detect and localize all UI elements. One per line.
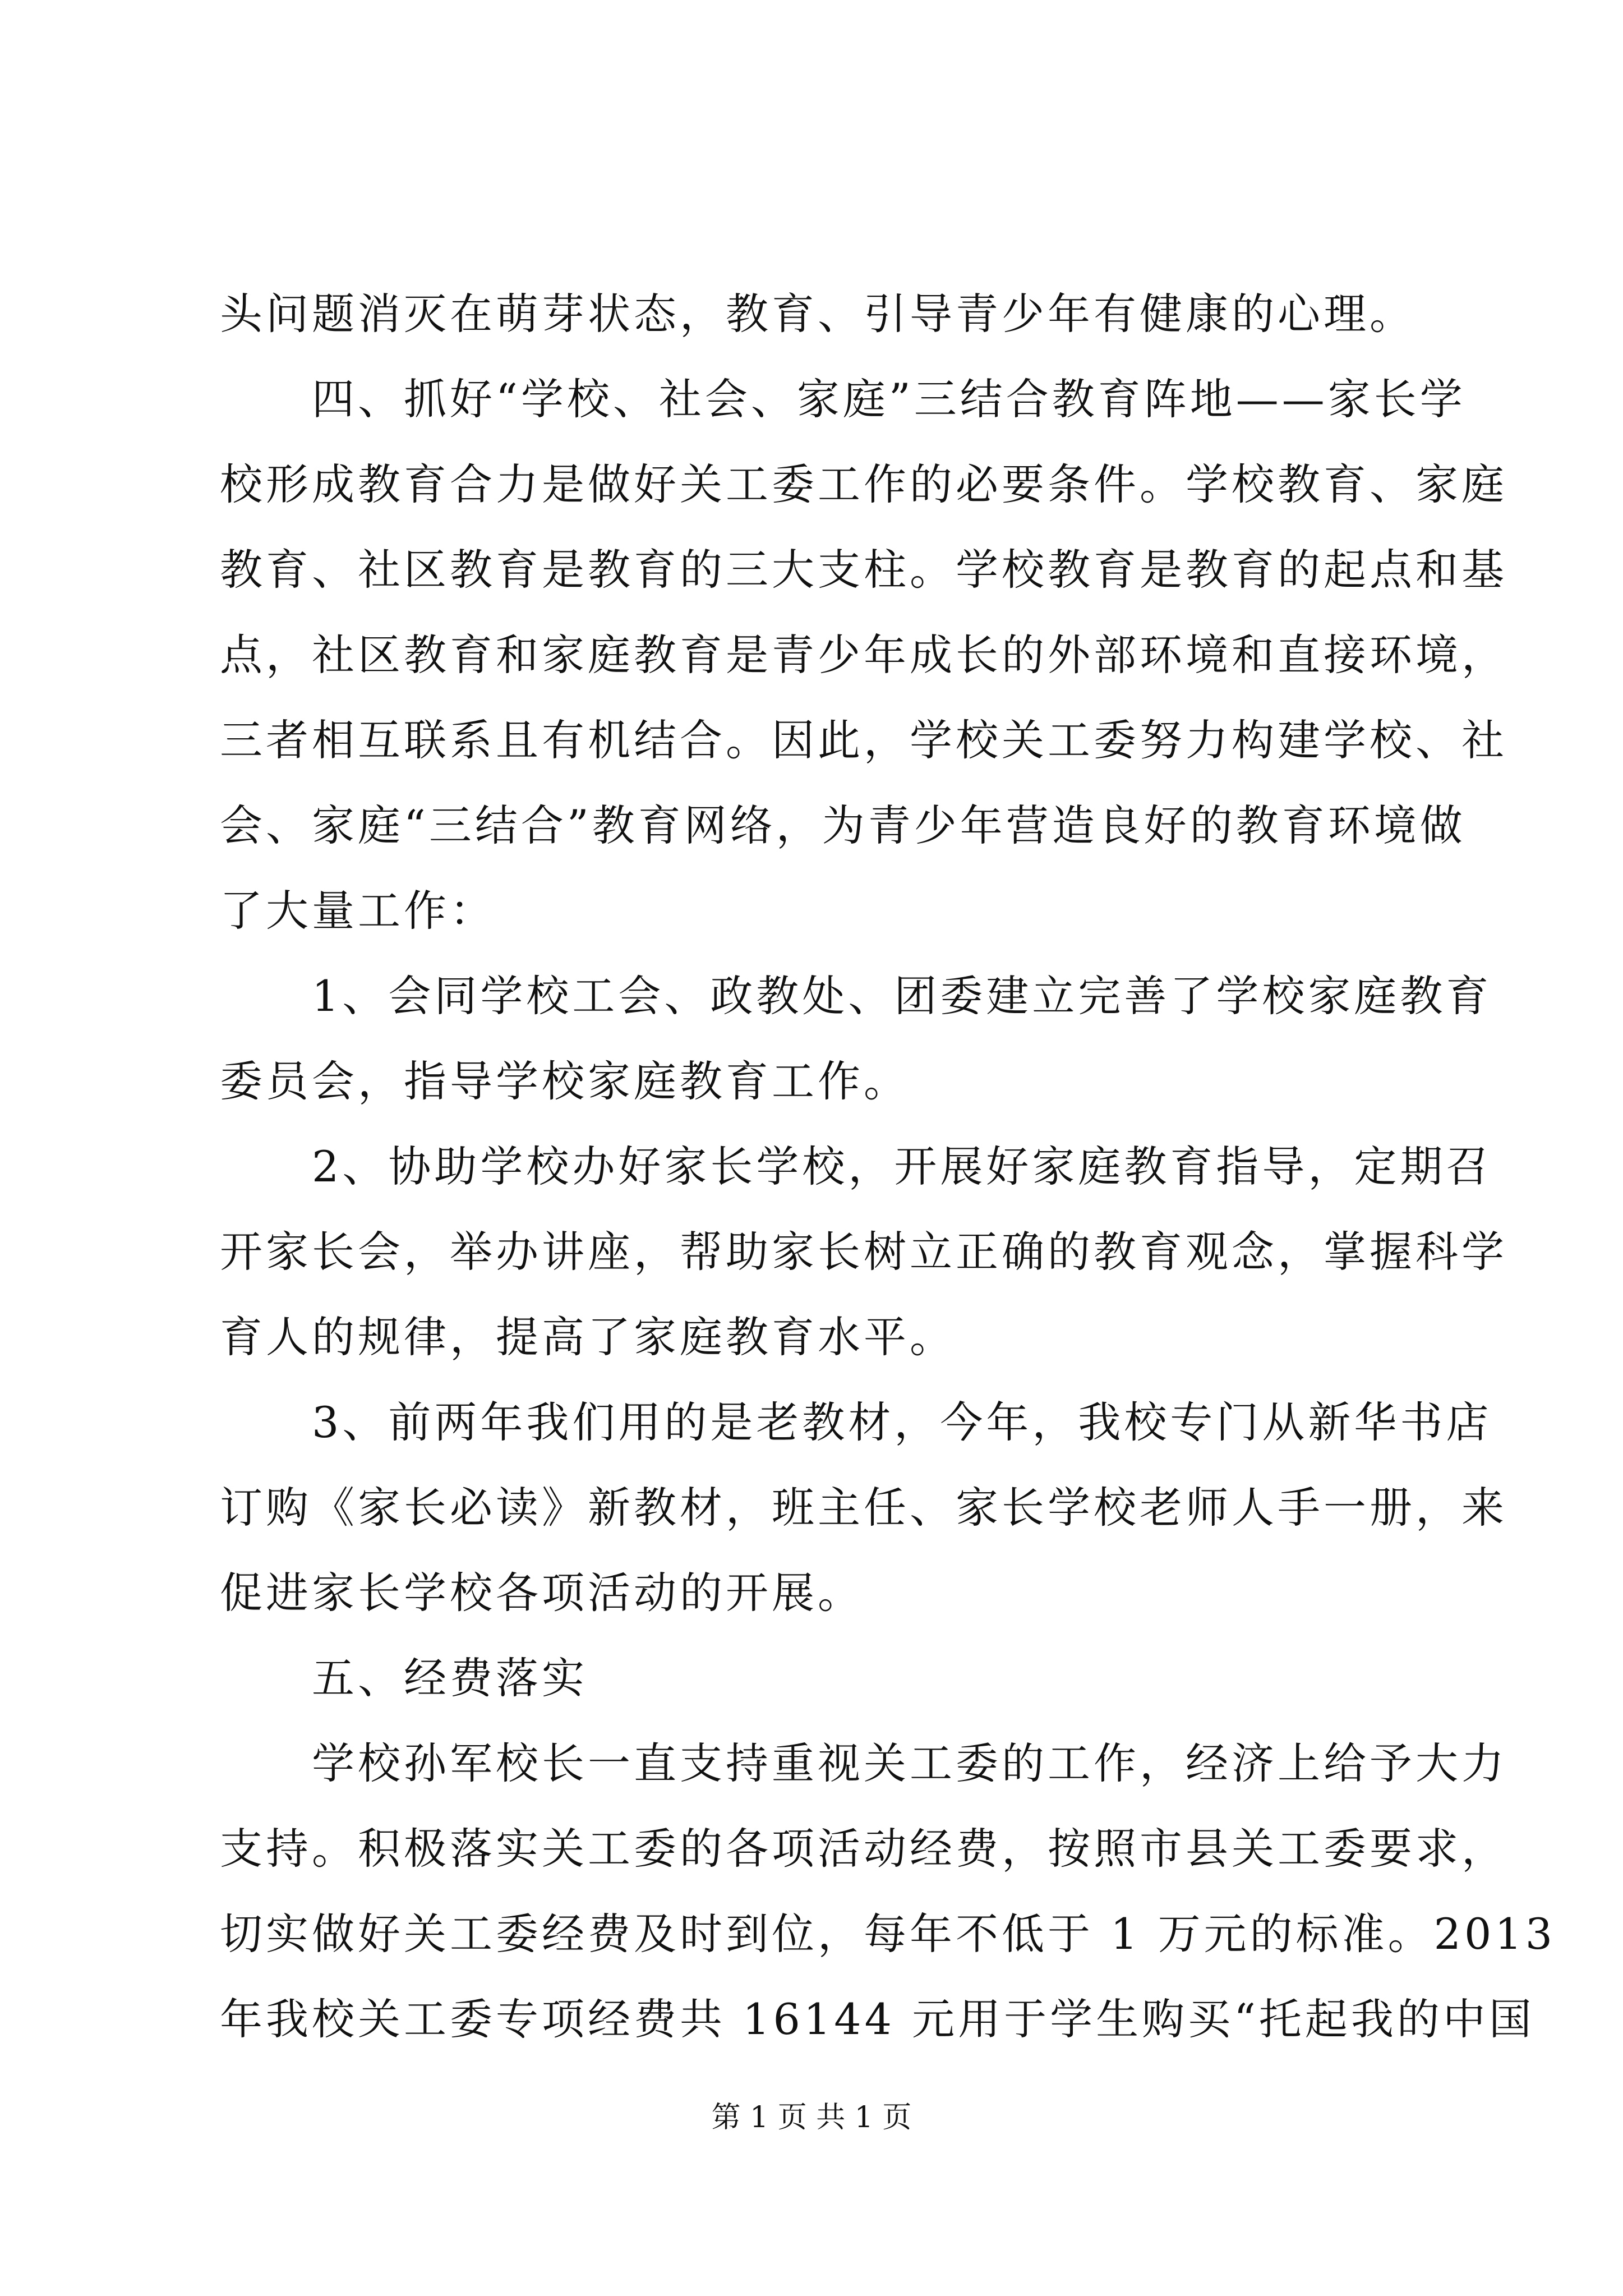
paragraph-line: 校形成教育合力是做好关工委工作的必要条件。学校教育、家庭 <box>220 459 1507 509</box>
paragraph-line: 了大量工作： <box>220 886 496 936</box>
paragraph-line: 学校孙军校长一直支持重视关工委的工作，经济上给予大力 <box>220 1738 1507 1788</box>
paragraph-line: 促进家长学校各项活动的开展。 <box>220 1568 864 1618</box>
paragraph-line: 支持。积极落实关工委的各项活动经费，按照市县关工委要求， <box>220 1824 1507 1874</box>
paragraph-line: 四、抓好“学校、社会、家庭”三结合教育阵地——家长学 <box>220 374 1466 424</box>
paragraph-line: 3、前两年我们用的是老教材，今年，我校专门从新华书店 <box>220 1397 1492 1447</box>
paragraph-line: 2、协助学校办好家长学校，开展好家庭教育指导，定期召 <box>220 1142 1492 1191</box>
paragraph-line: 1、会同学校工会、政教处、团委建立完善了学校家庭教育 <box>220 971 1492 1021</box>
paragraph-line: 育人的规律，提高了家庭教育水平。 <box>220 1312 956 1362</box>
paragraph-line: 切实做好关工委经费及时到位，每年不低于 1 万元的标准。2013 <box>220 1909 1556 1959</box>
paragraph-line: 教育、社区教育是教育的三大支柱。学校教育是教育的起点和基 <box>220 545 1507 595</box>
paragraph-line: 开家长会，举办讲座，帮助家长树立正确的教育观念，掌握科学 <box>220 1227 1507 1277</box>
paragraph-line: 会、家庭“三结合”教育网络，为青少年营造良好的教育环境做 <box>220 800 1466 850</box>
paragraph-line: 年我校关工委专项经费共 16144 元用于学生购买“托起我的中国 <box>220 1994 1535 2044</box>
page-number-footer: 第 1 页 共 1 页 <box>711 2101 912 2134</box>
paragraph-line: 头问题消灭在萌芽状态，教育、引导青少年有健康的心理。 <box>220 289 1415 339</box>
section-heading: 五、经费落实 <box>220 1653 588 1703</box>
paragraph-line: 点，社区教育和家庭教育是青少年成长的外部环境和直接环境， <box>220 630 1507 680</box>
paragraph-line: 委员会，指导学校家庭教育工作。 <box>220 1056 910 1106</box>
paragraph-line: 订购《家长必读》新教材，班主任、家长学校老师人手一册，来 <box>220 1483 1507 1533</box>
paragraph-line: 三者相互联系且有机结合。因此，学校关工委努力构建学校、社 <box>220 715 1507 765</box>
